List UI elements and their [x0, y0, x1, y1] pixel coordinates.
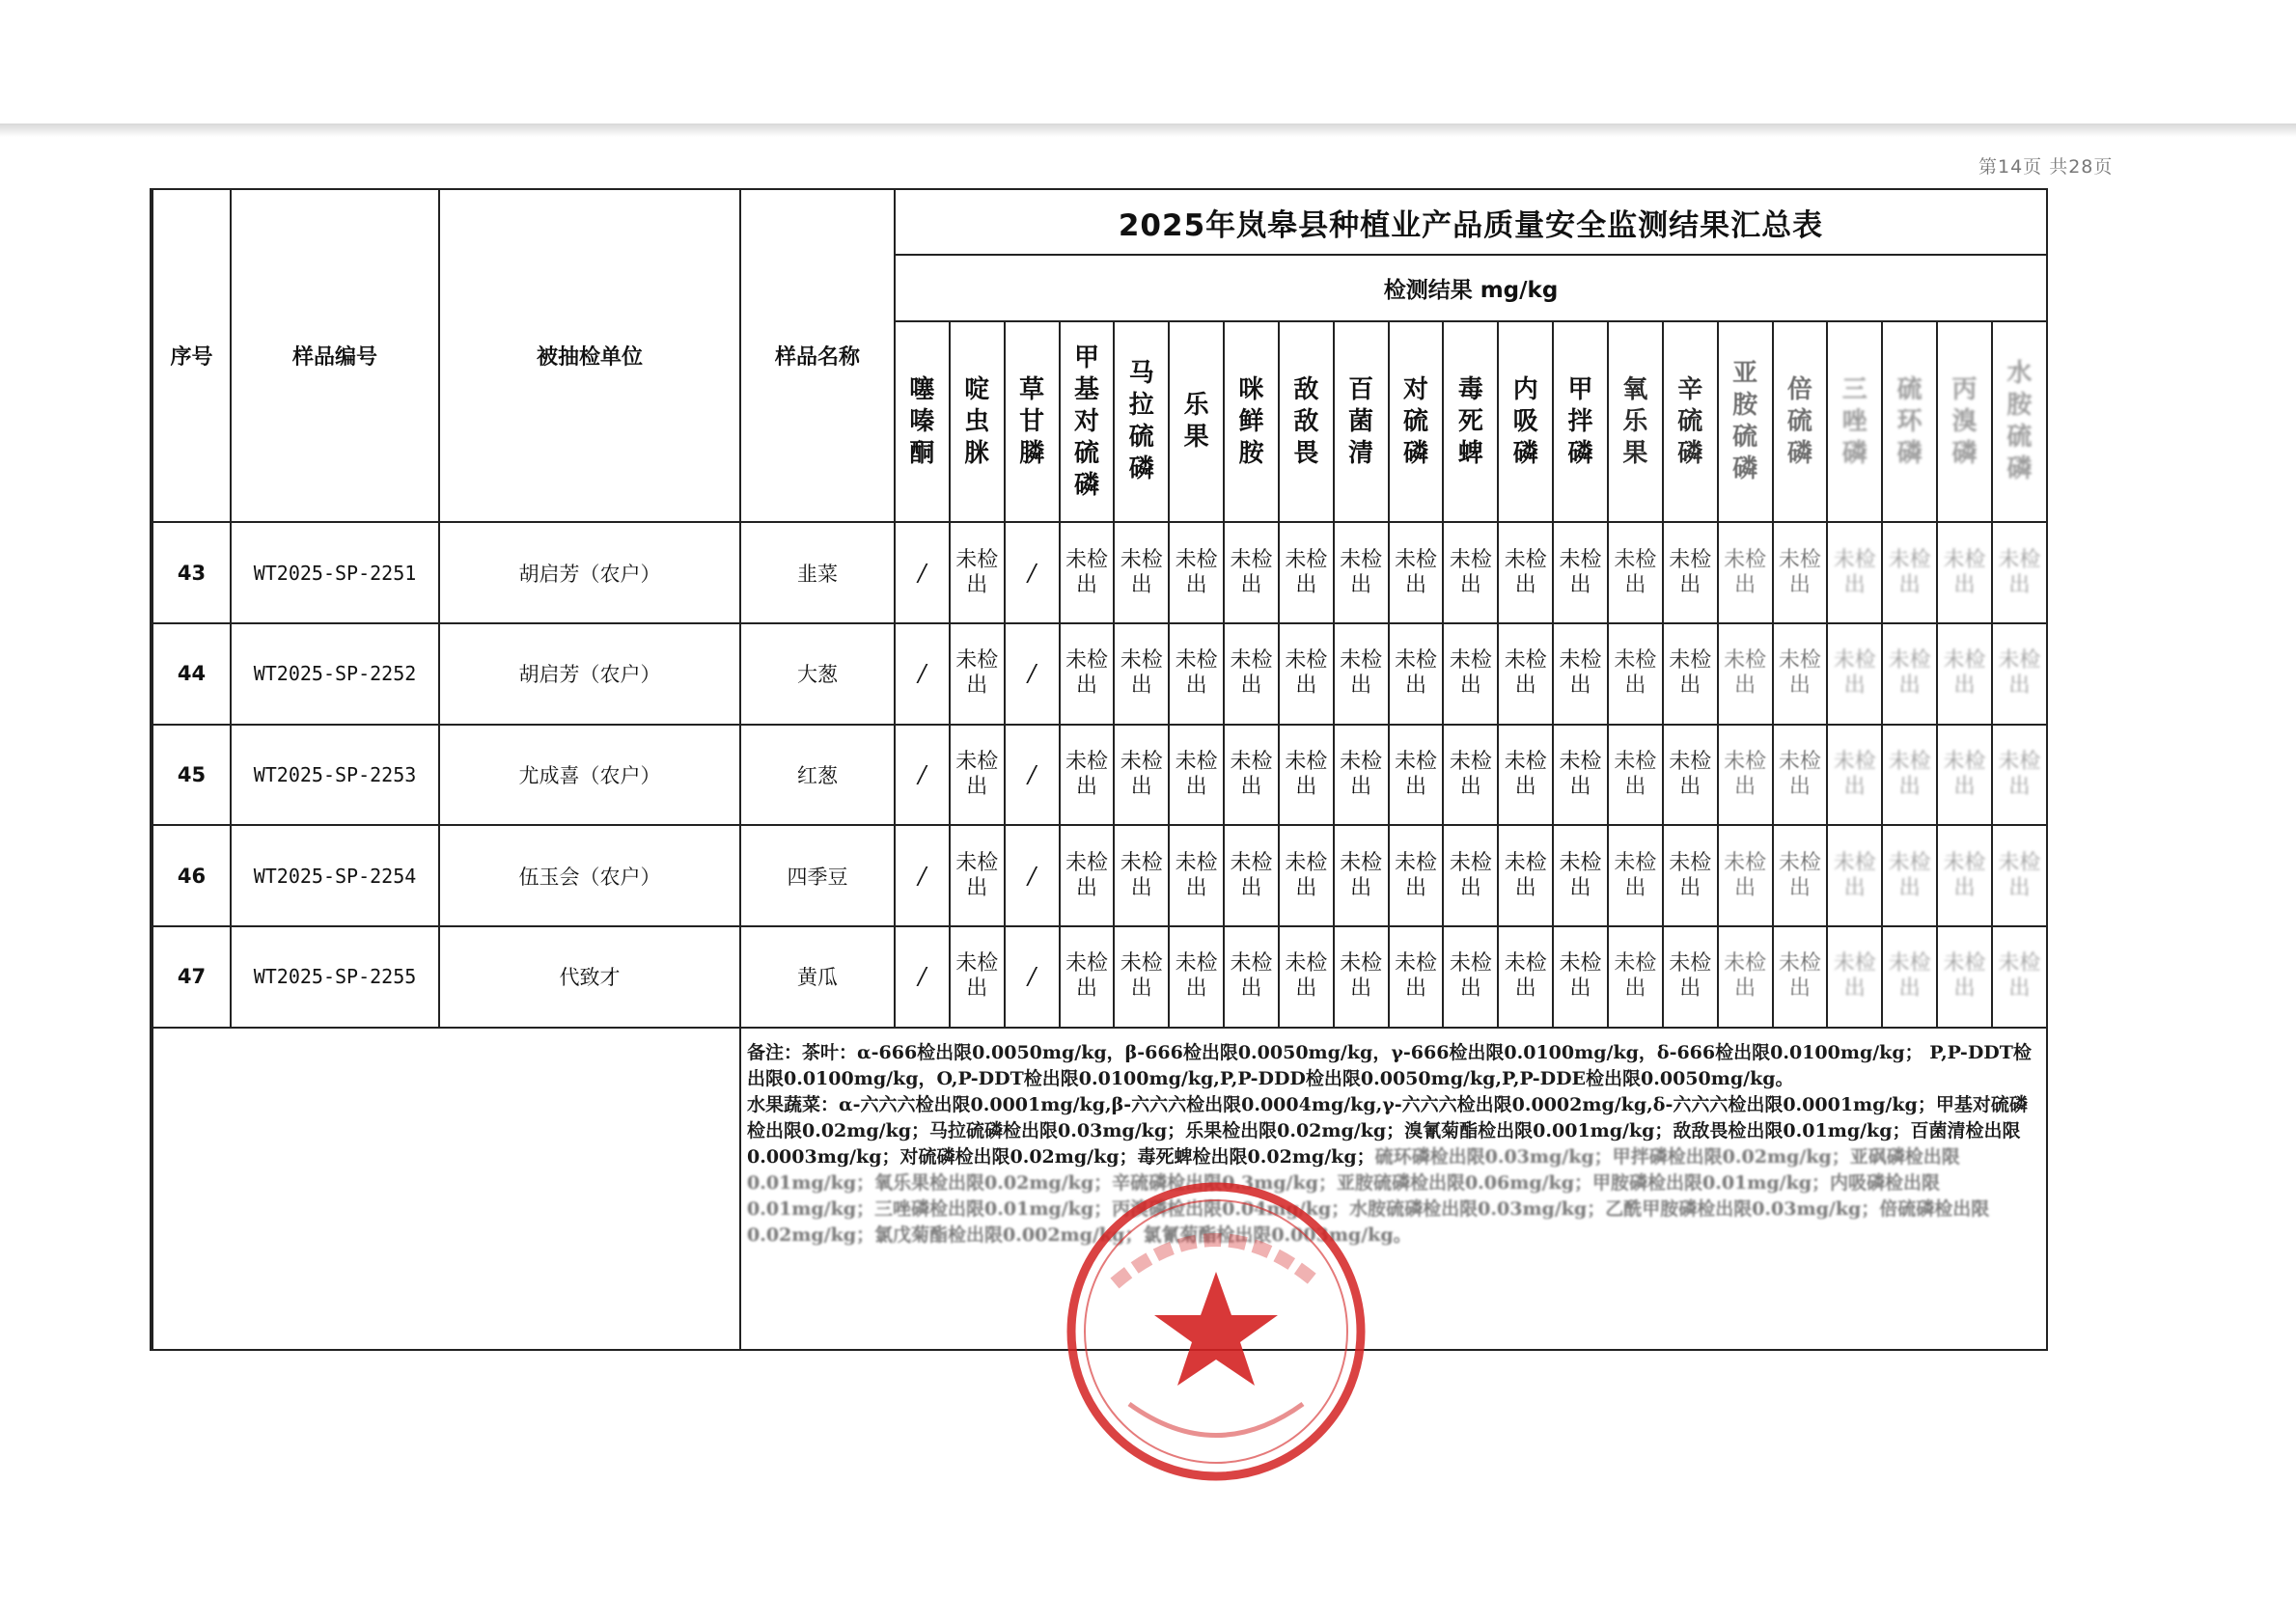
- pesticide-header-char: 溴: [1951, 406, 1978, 436]
- result-not-detected: 未检出: [950, 725, 1005, 826]
- result-not-detected: 未检出: [1663, 623, 1718, 725]
- pesticide-header-char: 磷: [1951, 438, 1978, 468]
- scan-edge-shadow: [0, 124, 2296, 137]
- result-not-detected: 未检出: [1663, 825, 1718, 926]
- table-row: [152, 522, 2047, 623]
- pesticide-header-char: 磷: [1403, 438, 1429, 468]
- row-seq: 43: [152, 522, 231, 623]
- pesticide-header-char: 草: [1019, 374, 1045, 404]
- pesticide-header-char: 嗪: [909, 406, 935, 436]
- row-seq: 44: [152, 623, 231, 725]
- pesticide-header-char: 硫: [1896, 374, 1923, 404]
- result-not-detected: 未检出: [1553, 623, 1608, 725]
- result-not-detected: 未检出: [950, 926, 1005, 1028]
- result-not-detected: 未检出: [1498, 825, 1553, 926]
- pesticide-header: [1334, 321, 1389, 522]
- pesticide-header: [1389, 321, 1444, 522]
- result-not-detected: 未检出: [1443, 825, 1498, 926]
- row-sample-name: 大葱: [740, 623, 895, 725]
- result-not-detected: 未检出: [1608, 825, 1663, 926]
- notes-blank-area: [152, 1028, 740, 1350]
- pesticide-header-char: 水: [2006, 359, 2033, 389]
- table-title: 2025年岚皋县种植业产品质量安全监测结果汇总表: [895, 189, 2047, 255]
- result-not-detected: 未检出: [1224, 522, 1279, 623]
- result-not-detected: 未检出: [1060, 623, 1115, 725]
- result-not-detected: 未检出: [1334, 725, 1389, 826]
- row-sample-name: 韭菜: [740, 522, 895, 623]
- pesticide-header-char: 磷: [1567, 438, 1593, 468]
- result-not-detected: 未检出: [1224, 825, 1279, 926]
- result-not-applicable: /: [1005, 725, 1060, 826]
- pesticide-header-char: 三: [1841, 374, 1867, 404]
- result-not-detected: 未检出: [1937, 825, 1992, 926]
- unit-header: 检测结果 mg/kg: [895, 255, 2047, 320]
- notes-fruit-vegetable-blurred: 硫环磷检出限0.03mg/kg；甲拌磷检出限0.02mg/kg；亚砜磷检出限0.01mg/kg；氧乐果检出限0.02mg/kg；辛硫磷检出限0.3mg/kg；亚胺硫磷检出限0.06mg/kg；甲胺磷检出限0.01mg/kg；内吸磷检出限0.01mg/kg；三唑磷检出限0.01mg/kg；丙溴磷检出限0.04mg/kg；水胺硫磷检出限0.03mg/kg；乙酰甲胺磷检出限0.03mg/kg；倍硫磷检出限0.02mg/kg；氯戊菊酯检出限0.002mg/kg；氯氰菊酯检出限0.003mg/kg。: [747, 1145, 1990, 1246]
- result-not-detected: 未检出: [1169, 623, 1224, 725]
- pesticide-header-char: 胺: [1238, 438, 1264, 468]
- pesticide-header-char: 磷: [1841, 438, 1867, 468]
- pesticide-header: [1718, 321, 1773, 522]
- row-sample-name: 黄瓜: [740, 926, 895, 1028]
- pesticide-header-char: 清: [1348, 438, 1374, 468]
- result-not-applicable: /: [895, 522, 950, 623]
- row-seq: 47: [152, 926, 231, 1028]
- result-not-detected: 未检出: [1114, 623, 1169, 725]
- pesticide-header: [1882, 321, 1937, 522]
- pesticide-header-char: 硫: [1073, 438, 1099, 468]
- result-not-detected: 未检出: [1279, 825, 1334, 926]
- row-sample-code: WT2025-SP-2254: [231, 825, 439, 926]
- row-inspected-unit: 胡启芳（农户）: [439, 623, 740, 725]
- table-row: [152, 926, 2047, 1028]
- pesticide-header-char: 百: [1348, 374, 1374, 404]
- row-seq: 46: [152, 825, 231, 926]
- pesticide-header: [1773, 321, 1828, 522]
- result-not-detected: 未检出: [1389, 926, 1444, 1028]
- result-not-detected: 未检出: [1169, 522, 1224, 623]
- pesticide-header: [1005, 321, 1060, 522]
- result-not-detected: 未检出: [1773, 623, 1828, 725]
- page-number: 第14页 共28页: [1978, 156, 2114, 178]
- result-not-detected: 未检出: [1718, 522, 1773, 623]
- row-sample-code: WT2025-SP-2251: [231, 522, 439, 623]
- result-not-applicable: /: [895, 825, 950, 926]
- result-not-applicable: /: [1005, 825, 1060, 926]
- result-not-detected: 未检出: [1443, 522, 1498, 623]
- result-not-detected: 未检出: [1663, 926, 1718, 1028]
- row-seq: 45: [152, 725, 231, 826]
- pesticide-header-char: 虫: [964, 406, 990, 436]
- result-not-detected: 未检出: [1060, 926, 1115, 1028]
- pesticide-header-char: 吸: [1512, 406, 1538, 436]
- result-not-detected: 未检出: [1553, 725, 1608, 826]
- pesticide-header-char: 膦: [1019, 438, 1045, 468]
- pesticide-header-char: 丙: [1951, 374, 1978, 404]
- result-not-detected: 未检出: [1443, 623, 1498, 725]
- pesticide-header: [950, 321, 1005, 522]
- pesticide-header: [1992, 321, 2047, 522]
- pesticide-header-char: 敌: [1293, 406, 1319, 436]
- result-not-detected: 未检出: [1882, 725, 1937, 826]
- row-inspected-unit: 尤成喜（农户）: [439, 725, 740, 826]
- result-not-detected: 未检出: [1279, 926, 1334, 1028]
- pesticide-header: [1443, 321, 1498, 522]
- result-not-detected: 未检出: [1937, 522, 1992, 623]
- pesticide-header-char: 磷: [1512, 438, 1538, 468]
- pesticide-header-char: 马: [1128, 359, 1154, 389]
- result-not-detected: 未检出: [1114, 825, 1169, 926]
- pesticide-header-char: 环: [1896, 406, 1923, 436]
- result-not-detected: 未检出: [950, 825, 1005, 926]
- notes-fruit-vegetable-clear: 水果蔬菜：α-六六六检出限0.0001mg/kg,β-六六六检出限0.0004mg/kg,γ-六六六检出限0.0002mg/kg,δ-六六六检出限0.0001mg/kg；甲基对硫磷检出限0.02mg/kg；马拉硫磷检出限0.03mg/kg；乐果检出限0.02mg/kg；溴氰菊酯检出限0.001mg/kg；敌敌畏检出限0.01mg/kg；百菌清检出限0.0003mg/kg；对硫磷检出限0.02mg/kg；毒死蜱检出限0.02mg/kg；: [747, 1093, 2028, 1168]
- pesticide-header-char: 辛: [1677, 374, 1703, 404]
- result-not-detected: 未检出: [1334, 825, 1389, 926]
- pesticide-header-char: 硫: [1786, 406, 1812, 436]
- pesticide-header-char: 胺: [1732, 391, 1758, 421]
- result-not-detected: 未检出: [1773, 825, 1828, 926]
- result-not-detected: 未检出: [1608, 522, 1663, 623]
- result-not-detected: 未检出: [1827, 926, 1882, 1028]
- pesticide-header: [1937, 321, 1992, 522]
- result-not-applicable: /: [895, 623, 950, 725]
- result-not-detected: 未检出: [1279, 623, 1334, 725]
- pesticide-header-char: 果: [1622, 438, 1648, 468]
- row-inspected-unit: 代致才: [439, 926, 740, 1028]
- result-not-detected: 未检出: [1718, 825, 1773, 926]
- result-not-applicable: /: [895, 725, 950, 826]
- result-not-detected: 未检出: [1992, 725, 2047, 826]
- pesticide-header: [1060, 321, 1115, 522]
- pesticide-header-char: 硫: [1403, 406, 1429, 436]
- result-not-detected: 未检出: [1060, 725, 1115, 826]
- result-not-detected: 未检出: [1663, 522, 1718, 623]
- result-not-detected: 未检出: [1279, 522, 1334, 623]
- result-not-applicable: /: [895, 926, 950, 1028]
- results-summary-table: [150, 188, 2048, 1351]
- pesticide-header-char: 甘: [1019, 406, 1045, 436]
- pesticide-header-char: 鲜: [1238, 406, 1264, 436]
- result-not-detected: 未检出: [1553, 926, 1608, 1028]
- result-not-detected: 未检出: [1169, 725, 1224, 826]
- pesticide-header-char: 硫: [1128, 423, 1154, 453]
- result-not-detected: 未检出: [950, 623, 1005, 725]
- detection-limit-notes: [740, 1028, 2047, 1350]
- pesticide-header-char: 乐: [1622, 406, 1648, 436]
- pesticide-header-char: 菌: [1348, 406, 1374, 436]
- pesticide-header-char: 敌: [1293, 374, 1319, 404]
- pesticide-header-char: 磷: [1786, 438, 1812, 468]
- row-sample-code: WT2025-SP-2253: [231, 725, 439, 826]
- result-not-detected: 未检出: [1663, 725, 1718, 826]
- result-not-detected: 未检出: [1827, 623, 1882, 725]
- result-not-detected: 未检出: [1224, 623, 1279, 725]
- table-row: [152, 825, 2047, 926]
- result-not-detected: 未检出: [1498, 725, 1553, 826]
- result-not-applicable: /: [1005, 522, 1060, 623]
- pesticide-header-char: 拉: [1128, 391, 1154, 421]
- result-not-detected: 未检出: [1882, 926, 1937, 1028]
- pesticide-header: [895, 321, 950, 522]
- pesticide-header-char: 甲: [1567, 374, 1593, 404]
- notes-fruit-vegetable: [747, 1092, 2040, 1249]
- pesticide-header-char: 对: [1073, 406, 1099, 436]
- result-not-detected: 未检出: [1718, 725, 1773, 826]
- pesticide-header: [1608, 321, 1663, 522]
- pesticide-header-char: 畏: [1293, 438, 1319, 468]
- pesticide-header-char: 甲: [1073, 343, 1099, 372]
- result-not-detected: 未检出: [1169, 926, 1224, 1028]
- row-inspected-unit: 胡启芳（农户）: [439, 522, 740, 623]
- pesticide-header-char: 胺: [2006, 391, 2033, 421]
- pesticide-header-char: 死: [1457, 406, 1483, 436]
- pesticide-header: [1169, 321, 1224, 522]
- row-sample-code: WT2025-SP-2252: [231, 623, 439, 725]
- result-not-detected: 未检出: [1169, 825, 1224, 926]
- pesticide-header-char: 磷: [1896, 438, 1923, 468]
- pesticide-header-char: 噻: [909, 374, 935, 404]
- table-row: [152, 623, 2047, 725]
- header-seq: 序号: [152, 189, 231, 522]
- result-not-detected: 未检出: [1114, 522, 1169, 623]
- result-not-detected: 未检出: [1389, 725, 1444, 826]
- result-not-detected: 未检出: [1498, 522, 1553, 623]
- pesticide-header-char: 果: [1183, 423, 1209, 453]
- result-not-detected: 未检出: [1992, 926, 2047, 1028]
- row-sample-name: 红葱: [740, 725, 895, 826]
- row-inspected-unit: 伍玉会（农户）: [439, 825, 740, 926]
- result-not-detected: 未检出: [1114, 926, 1169, 1028]
- pesticide-header-char: 磷: [1677, 438, 1703, 468]
- pesticide-header: [1827, 321, 1882, 522]
- pesticide-header-char: 蜱: [1457, 438, 1483, 468]
- result-not-applicable: /: [1005, 926, 1060, 1028]
- result-not-detected: 未检出: [1389, 623, 1444, 725]
- pesticide-header-char: 亚: [1732, 359, 1758, 389]
- result-not-detected: 未检出: [1224, 926, 1279, 1028]
- result-not-detected: 未检出: [1443, 926, 1498, 1028]
- pesticide-header: [1663, 321, 1718, 522]
- result-not-detected: 未检出: [1553, 522, 1608, 623]
- result-not-detected: 未检出: [1882, 623, 1937, 725]
- result-not-detected: 未检出: [1389, 522, 1444, 623]
- result-not-detected: 未检出: [1498, 926, 1553, 1028]
- row-sample-code: WT2025-SP-2255: [231, 926, 439, 1028]
- result-not-detected: 未检出: [1718, 623, 1773, 725]
- row-sample-name: 四季豆: [740, 825, 895, 926]
- pesticide-header-char: 磷: [1128, 454, 1154, 484]
- pesticide-header-char: 酮: [909, 438, 935, 468]
- pesticide-header-char: 磷: [2006, 454, 2033, 484]
- pesticide-header: [1498, 321, 1553, 522]
- result-not-detected: 未检出: [1773, 522, 1828, 623]
- header-sample-code: 样品编号: [231, 189, 439, 522]
- result-not-detected: 未检出: [1553, 825, 1608, 926]
- result-not-detected: 未检出: [1608, 725, 1663, 826]
- pesticide-header-char: 磷: [1073, 470, 1099, 500]
- result-not-detected: 未检出: [1334, 522, 1389, 623]
- pesticide-header-char: 基: [1073, 374, 1099, 404]
- result-not-detected: 未检出: [1882, 522, 1937, 623]
- result-not-detected: 未检出: [1827, 522, 1882, 623]
- result-not-detected: 未检出: [1937, 623, 1992, 725]
- result-not-detected: 未检出: [1827, 825, 1882, 926]
- pesticide-header-char: 对: [1403, 374, 1429, 404]
- result-not-detected: 未检出: [1498, 623, 1553, 725]
- pesticide-header-char: 唑: [1841, 406, 1867, 436]
- result-not-detected: 未检出: [1114, 725, 1169, 826]
- pesticide-header-char: 啶: [964, 374, 990, 404]
- result-not-detected: 未检出: [1060, 522, 1115, 623]
- result-not-detected: 未检出: [1992, 522, 2047, 623]
- pesticide-header-char: 磷: [1732, 454, 1758, 484]
- result-not-detected: 未检出: [1443, 725, 1498, 826]
- result-not-detected: 未检出: [1389, 825, 1444, 926]
- pesticide-header-char: 乐: [1183, 391, 1209, 421]
- table-row: [152, 725, 2047, 826]
- result-not-detected: 未检出: [1279, 725, 1334, 826]
- result-not-detected: 未检出: [1992, 623, 2047, 725]
- pesticide-header-char: 内: [1512, 374, 1538, 404]
- pesticide-header-char: 氧: [1622, 374, 1648, 404]
- pesticide-header-char: 毒: [1457, 374, 1483, 404]
- result-not-detected: 未检出: [1937, 725, 1992, 826]
- result-not-detected: 未检出: [1334, 926, 1389, 1028]
- result-not-detected: 未检出: [1827, 725, 1882, 826]
- result-not-detected: 未检出: [1773, 926, 1828, 1028]
- pesticide-header-char: 倍: [1786, 374, 1812, 404]
- result-not-applicable: /: [1005, 623, 1060, 725]
- result-not-detected: 未检出: [1224, 725, 1279, 826]
- pesticide-header: [1114, 321, 1169, 522]
- result-not-detected: 未检出: [1060, 825, 1115, 926]
- pesticide-header-char: 咪: [1238, 374, 1264, 404]
- pesticide-header-char: 硫: [1677, 406, 1703, 436]
- notes-tea: 备注：茶叶：α-666检出限0.0050mg/kg，β-666检出限0.0050mg/kg，γ-666检出限0.0100mg/kg，δ-666检出限0.0100mg/kg； P,P-DDT检出限0.0100mg/kg，O,P-DDT检出限0.0100mg/kg,P,P-DDD检出限0.0050mg/kg,P,P-DDE检出限0.0050mg/kg。: [747, 1041, 2032, 1089]
- result-not-detected: 未检出: [1608, 623, 1663, 725]
- pesticide-header: [1279, 321, 1334, 522]
- pesticide-header-char: 拌: [1567, 406, 1593, 436]
- pesticide-header: [1553, 321, 1608, 522]
- result-not-detected: 未检出: [1334, 623, 1389, 725]
- pesticide-header-char: 脒: [964, 438, 990, 468]
- pesticide-header-char: 硫: [1732, 423, 1758, 453]
- header-inspected-unit: 被抽检单位: [439, 189, 740, 522]
- result-not-detected: 未检出: [1882, 825, 1937, 926]
- result-not-detected: 未检出: [950, 522, 1005, 623]
- result-not-detected: 未检出: [1992, 825, 2047, 926]
- header-sample-name: 样品名称: [740, 189, 895, 522]
- pesticide-header-char: 硫: [2006, 423, 2033, 453]
- result-not-detected: 未检出: [1937, 926, 1992, 1028]
- result-not-detected: 未检出: [1608, 926, 1663, 1028]
- pesticide-header: [1224, 321, 1279, 522]
- result-not-detected: 未检出: [1773, 725, 1828, 826]
- result-not-detected: 未检出: [1718, 926, 1773, 1028]
